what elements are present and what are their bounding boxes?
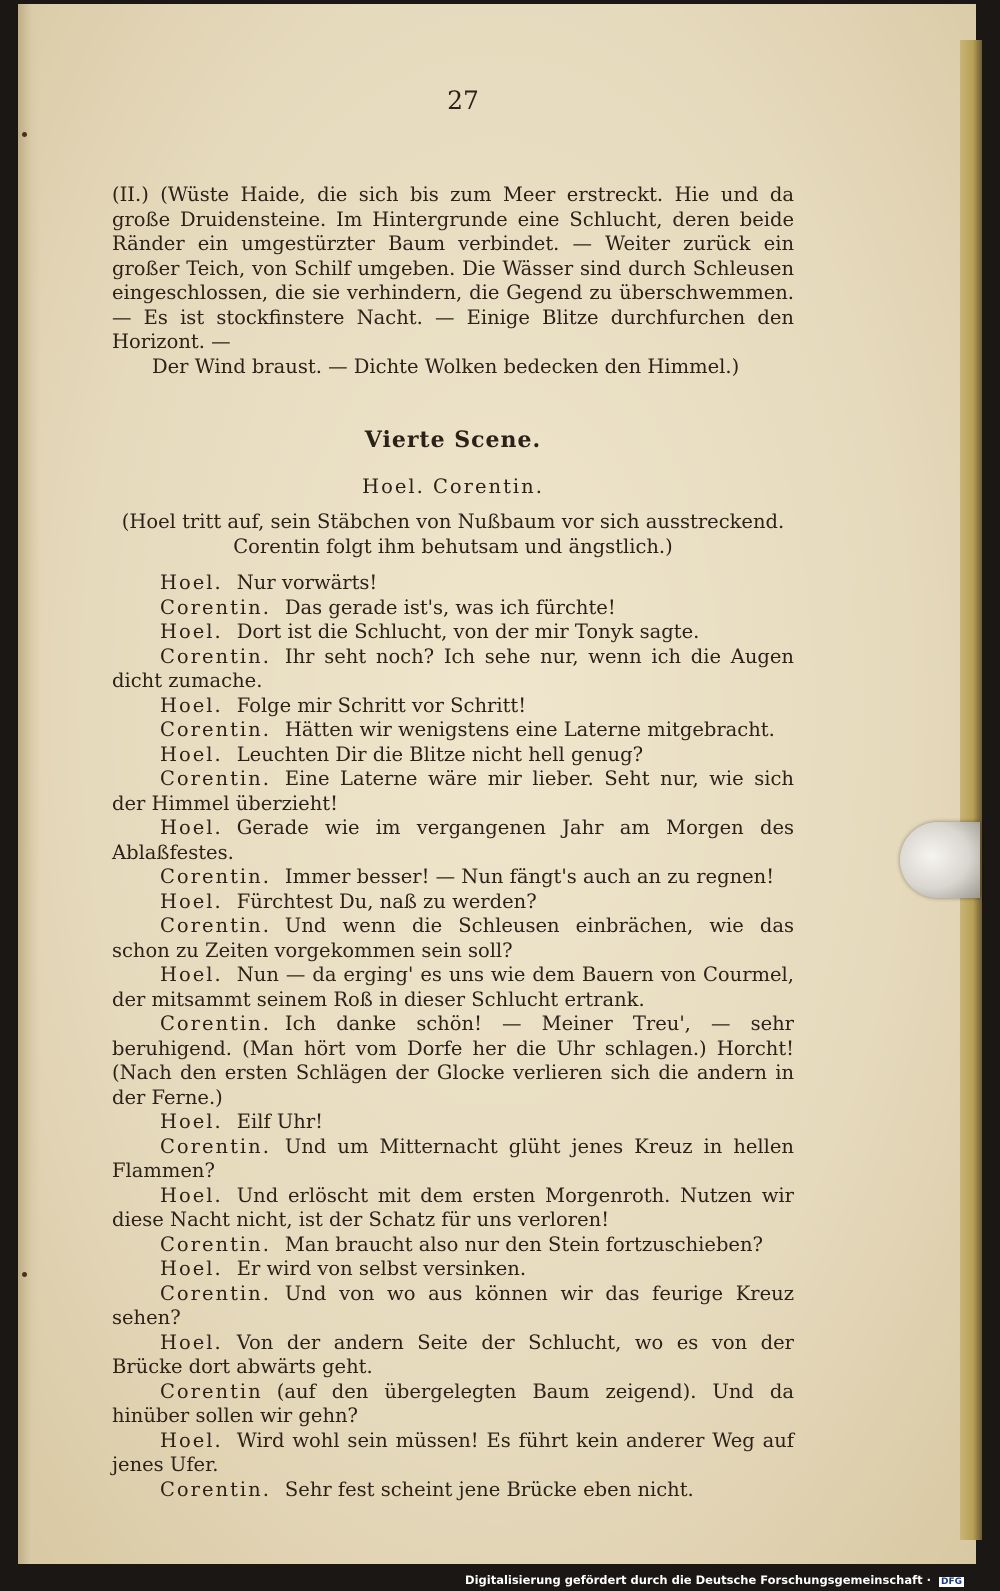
dialogue-line (112, 571, 794, 596)
speaker-name: Hoel. (160, 1110, 223, 1133)
dialogue-text: Ihr seht noch? Ich sehe nur, wenn ich die Augen dicht zumache. (112, 644, 794, 692)
dialogue-line (112, 1282, 794, 1331)
dialogue-line (112, 816, 794, 865)
speaker-name: Corentin. (160, 1134, 271, 1158)
dialogue-text: Von der andern Seite der Schlucht, wo es von der Brücke dort abwärts geht. (112, 1330, 794, 1378)
dialogue-text: Wird wohl sein müssen! Es führt kein anderer Weg auf jenes Ufer. (112, 1428, 794, 1476)
speaker-name: Hoel. (160, 1330, 223, 1354)
dialogue-line (112, 718, 794, 743)
dialogue-line (112, 1233, 794, 1258)
speaker-name: Hoel. (160, 1257, 223, 1280)
scene-title: Vierte Scene. (364, 427, 542, 453)
speaker-name: Corentin. (160, 914, 271, 937)
dialogue-line (112, 1478, 794, 1503)
binding-mark (22, 132, 27, 137)
speaker-name: Corentin. (160, 1281, 271, 1305)
dialogue-line (112, 1135, 794, 1184)
binding-mark (22, 1272, 27, 1277)
stage-direction (112, 183, 794, 379)
scene-intro: (Hoel tritt auf, sein Stäbchen von Nußbaum vor sich ausstreckend. Corentin folgt ihm behutsam und ängstlich.) (121, 510, 785, 558)
dialogue-text: Dort ist die Schlucht, von der mir Tonyk sagte. (236, 620, 700, 643)
dialogue-line (112, 1184, 794, 1233)
speaker-name: Corentin. (160, 644, 271, 668)
dialogue (112, 571, 794, 1502)
dialogue-text: (auf den übergelegten Baum zeigend). Und da hinüber sollen wir gehn? (112, 1379, 794, 1427)
speaker-name: Corentin. (160, 595, 271, 619)
speaker-name: Corentin. (160, 1232, 271, 1256)
dialogue-text: Und von wo aus können wir das feurige Kreuz sehen? (112, 1281, 794, 1329)
dialogue-text: Und um Mitternacht glüht jenes Kreuz in hellen Flammen? (112, 1134, 794, 1182)
dialogue-text: Und wenn die Schleusen einbrächen, wie das schon zu Zeiten vorgekommen sein soll? (112, 914, 794, 962)
speaker-name: Hoel. (160, 571, 223, 594)
dialogue-text: Immer besser! — Nun fängt's auch an zu regnen! (284, 865, 775, 888)
dialogue-line (112, 596, 794, 621)
page-text (112, 80, 794, 1502)
dialogue-line (112, 694, 794, 719)
page-number: 27 (447, 86, 479, 115)
speaker-name: Corentin (160, 1379, 263, 1403)
speaker-name: Corentin. (160, 1012, 271, 1035)
dialogue-line (112, 767, 794, 816)
page-clip (900, 822, 980, 898)
dialogue-line (112, 1429, 794, 1478)
speaker-name: Hoel. (160, 816, 223, 839)
book-spine (18, 4, 40, 1564)
dialogue-text: Ich danke schön! — Meiner Treu', — sehr beruhigend. (Man hört vom Dorfe her die Uhr schlagen.) Horcht! (Nach den ersten Schlägen der Glocke verlieren sich die andern in der Ferne.) (112, 1012, 794, 1109)
speaker-name: Hoel. (160, 889, 223, 913)
dialogue-line (112, 963, 794, 1012)
dialogue-line (112, 1110, 794, 1135)
dialogue-line (112, 914, 794, 963)
dialogue-line (112, 890, 794, 915)
dfg-logo: DFG (940, 1577, 962, 1587)
speaker-name: Hoel. (160, 742, 223, 766)
dialogue-text: Sehr fest scheint jene Brücke eben nicht. (284, 1477, 694, 1501)
stage-direction-last: Der Wind braust. — Dichte Wolken bedecken den Himmel.) (152, 354, 740, 378)
speaker-name: Hoel. (160, 693, 223, 717)
speaker-name: Hoel. (160, 620, 223, 643)
speaker-name: Corentin. (160, 718, 271, 741)
scene-characters: Hoel. Corentin. (362, 475, 544, 498)
speaker-name: Corentin. (160, 865, 271, 888)
dialogue-text: Folge mir Schritt vor Schritt! (236, 693, 527, 717)
dialogue-line (112, 1331, 794, 1380)
dialogue-text: Nur vorwärts! (236, 571, 378, 594)
footer-text: Digitalisierung gefördert durch die Deutsche Forschungsgemeinschaft · (465, 1573, 931, 1587)
speaker-name: Corentin. (160, 1477, 271, 1501)
dialogue-line (112, 743, 794, 768)
dialogue-text: Nun — da erging' es uns wie dem Bauern von Courmel, der mitsammt seinem Roß in dieser Schlucht ertrank. (112, 963, 794, 1011)
dialogue-text: Hätten wir wenigstens eine Laterne mitgebracht. (284, 718, 775, 741)
dialogue-line (112, 865, 794, 890)
dialogue-text: Fürchtest Du, naß zu werden? (236, 889, 537, 913)
dialogue-text: Gerade wie im vergangenen Jahr am Morgen des Ablaßfestes. (112, 816, 794, 864)
dialogue-text: Er wird von selbst versinken. (236, 1257, 527, 1280)
speaker-name: Hoel. (160, 963, 223, 986)
dialogue-text: Leuchten Dir die Blitze nicht hell genug? (236, 742, 644, 766)
dialogue-line (112, 1012, 794, 1110)
footer-credit (465, 1573, 964, 1587)
dialogue-text: Eilf Uhr! (236, 1110, 324, 1133)
dialogue-line (112, 620, 794, 645)
dialogue-line (112, 645, 794, 694)
speaker-name: Hoel. (160, 1183, 223, 1207)
dialogue-line (112, 1257, 794, 1282)
speaker-name: Corentin. (160, 767, 271, 790)
dialogue-text: Eine Laterne wäre mir lieber. Seht nur, wie sich der Himmel überzieht! (112, 767, 794, 815)
dialogue-text: Man braucht also nur den Stein fortzuschieben? (284, 1232, 763, 1256)
dialogue-text: Und erlöscht mit dem ersten Morgenroth. Nutzen wir diese Nacht nicht, ist der Schatz für uns verloren! (112, 1183, 794, 1231)
dialogue-line (112, 1380, 794, 1429)
speaker-name: Hoel. (160, 1428, 223, 1452)
page-edge (960, 40, 982, 1540)
dialogue-text: Das gerade ist's, was ich fürchte! (284, 595, 616, 619)
stage-direction-body: (II.) (Wüste Haide, die sich bis zum Meer erstreckt. Hie und da große Druidensteine. Im Hintergrunde eine Schlucht, deren beide Ränder ein umgestürzter Baum verbindet. — Weiter zurück ein großer Teich, von Schilf umgeben. Die Wässer sind durch Schleusen eingeschlossen, die sie verhindern, die Gegend zu überschwemmen. — Es ist stockfinstere Nacht. — Einige Blitze durchfurchen den Horizont. — (112, 183, 794, 353)
